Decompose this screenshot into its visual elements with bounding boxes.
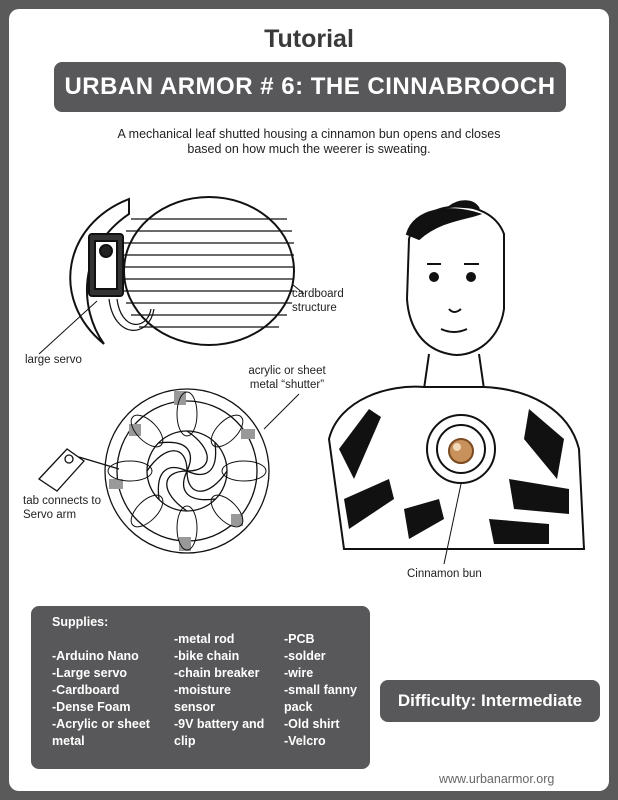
label-large-servo: large servo	[25, 354, 82, 366]
list-item: -chain breaker	[174, 666, 260, 680]
website-link[interactable]: www.urbanarmor.org	[439, 772, 555, 786]
tutorial-card	[9, 9, 609, 791]
difficulty-badge	[380, 680, 600, 722]
list-item: -Acrylic or sheet metal	[52, 717, 150, 748]
supplies-col-1	[52, 631, 167, 750]
list-item: -Dense Foam	[52, 700, 131, 714]
label-cinnamon-bun: Cinnamon bun	[407, 568, 482, 580]
page-title: URBAN ARMOR # 6: THE CINNABROOCH	[64, 73, 556, 100]
list-item: -Large servo	[52, 666, 128, 680]
supplies-col-3	[284, 631, 364, 750]
list-item: -9V battery and clip	[174, 717, 265, 748]
list-item: -metal rod	[174, 632, 235, 646]
list-item: -Old shirt	[284, 717, 340, 731]
difficulty-label: Difficulty: Intermediate	[397, 691, 583, 710]
list-item: -Arduino Nano	[52, 649, 139, 663]
list-item: -solder	[284, 649, 326, 663]
list-item: -PCB	[284, 632, 315, 646]
supplies-panel	[31, 606, 370, 769]
description: A mechanical leaf shutted housing a cinnamon bun opens and closes based on how much the weerer is sweating.	[117, 127, 501, 156]
tutorial-heading: Tutorial	[264, 25, 354, 53]
portrait-drawing	[329, 201, 584, 549]
list-item: -moisture sensor	[174, 683, 231, 714]
list-item	[52, 631, 167, 648]
shutter-drawing	[39, 389, 269, 553]
label-tab: tab connects to Servo arm	[23, 495, 101, 521]
label-shutter: acrylic or sheet metal “shutter”	[248, 365, 326, 391]
supplies-col-2	[174, 631, 274, 750]
list-item: -small fanny pack	[284, 683, 357, 714]
list-item: -Velcro	[284, 734, 326, 748]
label-cardboard-structure: cardboard structure	[292, 288, 344, 314]
cardboard-structure-drawing	[70, 197, 294, 345]
list-item: -wire	[284, 666, 314, 680]
list-item: -Cardboard	[52, 683, 120, 697]
list-item: -bike chain	[174, 649, 240, 663]
supplies-title: Supplies:	[52, 615, 109, 629]
